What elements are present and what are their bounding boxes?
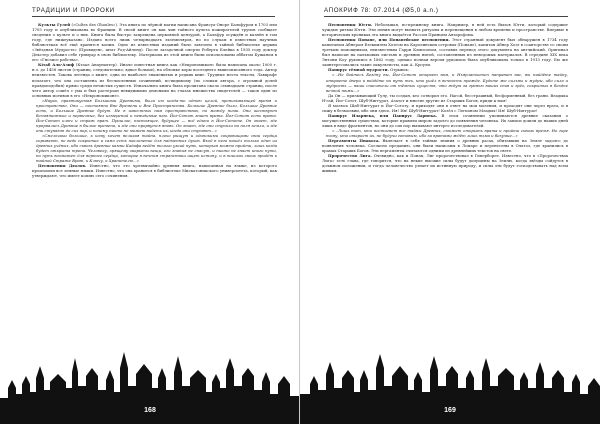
paragraph: [32, 98, 277, 133]
right-page: [300, 0, 600, 424]
paragraph-text: В этом сочинении упоминаются древние сказания о могущественных существах, которые правили миром задолго до появления человека. Их записи дошли до наших дней лишь в виде фрагментов, но они до сих пор вызывают интерес исследователей.: [322, 112, 568, 128]
paragraph: [322, 37, 568, 67]
paragraph: [322, 93, 568, 103]
paragraph: [322, 138, 568, 153]
paragraph: [322, 113, 568, 128]
paragraph: [322, 22, 568, 37]
paragraph-text: «...Не бойтесь Бездну вы, Йог-Сотот откроет вам, и Ньярлатхотеп направит вас, вы найдёте тайну, откроете двери и войдёте на путь тех, кто ушёл в вечность прежде. Будьте же сильны и мудры, ибо сила и мудрость — ваши спасители от тёмных существ, что ждут за гранью ваших снов и грёз, сокрытых в бездне вечной тьмы...»: [326, 72, 568, 93]
paragraph-text: Включает в себя тайные знания о древних расах, обитавших на Земле задолго до появления человека. Согласно преданию, они были написаны в Ломаре и перенесены в Олатоэ, где хранились в храмах Старших Богов. Эти пергаменты считаются одними из древнейших текстов на свете.: [322, 138, 568, 154]
paragraph-text: Да Он — призывающий Тулу, ты создан, кто сотворил его. Нагой, бесстрашный, бесформенный, без грани. Владыка Н'гай, Йог-Сотот, Шуб-Ниггурат, Азатот и многие другие из Старших Богов, приди к нам!: [322, 92, 568, 103]
paragraph: [32, 62, 277, 97]
right-page-number: 169: [444, 407, 456, 414]
paragraph-text: Небольшая, по-прежнему книга. Например, в ней есть Вызов Югги, который содержит чуждые ритмы Югги. Эти пения могут вызвать ритуалы и перемещения в любом времени и пространстве. Впервые в исторических хрониках эта книга выдаётся Рассом Принцем Автарофома.: [322, 22, 568, 38]
paragraph-text: («Cultes des Ghoules»). Эта книга по чёрной магии написана Франсуа-Оноре Бальфуром в 1703 или 1705 году и опубликована во Франции. В своей книге он как чин тайного культа пожирателей трупов сообщает сведения о культе и о них. Книга была быстро запрещена церковной цензурой, а Бальфур осуждён и казнён в том году, где нижеуказано. Издано всего лишь четырнадцать экземпляров, но по слухам в известных научных библиотеках всё ещё хранятся копии. Одно из известных изданий было завезено в тайной библиотеке церкви «Звёздная Мудрость» (Провиденс, штат Род-Айленд). После загадочной смерти Роберта Блейка в 1935 году доктор Декстер добавил себе гримуар в свою библиотеку. Материалы из этой книги были использованы аббатом Бушаном в его «Гнозисе рабства».: [32, 22, 277, 63]
paragraph-lead: Кітаб Аль-Азиф: [38, 62, 75, 68]
paragraph: [322, 103, 568, 113]
paragraph-text: Этот странный документ был обнаружен в 1734 году капитаном Абнером Езекиилем Хоэгом на Каролинских островах (Понапе), капитан Абнер Хоэг в соавторстве со своим третьим помощником, неизвестным Гарри Кэмпсоном, составил перевод этого документа на английский. Оригинал был написан на пальмовых листьях и древних нитей, составленных из неведомых материалов. В середине XIX века Энтони Коу рукопись в 1862 году, однако полная версия рукописи была опубликована только в 1913 году. Ею же заинтересовались такие оккультисты, как А. Кроули.: [322, 37, 568, 68]
paragraph-lead: Песнопения Югги.: [328, 22, 373, 27]
paragraph: [322, 153, 568, 173]
left-page-number: 168: [144, 407, 156, 414]
paragraph-text: «Смельчаки большие, к кому хочет великая тайна, плохо рыщут и одинокими сокровищами свои сердца скрывают, но ведь сокрытие и само есть поклонение для надменных духов. Вход в него нашёл только один из древних учёных, ибо сквозь древние камни Кадафа ведёт только узкий путь, которым можно прийти, лишь когда будет открыта тропа. Человеку, зрящему закрыты вещи, его знания не спасут, и никто не знает иного пути, но путь возможен для верного сердца, которое в вечном странствии ищет истину, и в поисках своих придёт к тайной Страже Врат, к Ключу, к Хранителю...»: [36, 133, 277, 164]
paragraph-text: «...Лишь тот, кто постигнет все тайны Древних, сможет открыть врата и пройти сквозь время. Но горе тому, кто откроет их, не будучи готовым, ибо за вратами ждёт лишь тьма и безумие...»: [326, 127, 568, 139]
paragraph-text: «Наука, практикуемая Большими Древними, была им когда-то одною целой, пронизывающей время и пространство. Они — постоянно Вне Времени и Вне Пространства. Большие Древние были, Большие Древние есть, и Большие Древние будут. Не в известных нам пространствах, но между ними. Они шествуют безмятежные и первичные, без измерений и невидимые нам. Йог-Сотот знает врата. Йог-Сотот есть врата. Йог-Сотот ключ и страж врат. Прошлое, настоящее, будущее — всё едино в Йог-Сототе. Он знает, где прорвались Древние в былые времена, и где они прорвутся вновь. Он знает, где они ступали на поля земли, и где они ступают до сих пор, и почему никто не может видеть их, когда они ступают...»: [36, 97, 277, 133]
paragraph-text: Известно, что это чрезвычайно древняя книга, написанная на языке, из которого произошли все земные языки. Известно, что она хранится в библиотеке Мискатоникского университета, который, как утверждают, что имеет копию сего сочинения.: [32, 163, 278, 179]
paragraph-lead: Песнопения Понапе, или Понапейские песнопения.: [328, 37, 450, 43]
paragraph-lead: Пророчество Лига.: [328, 153, 372, 159]
paragraph-lead: Папирус тёмной мудрости.: [328, 67, 389, 73]
left-body-text: [32, 22, 277, 338]
paragraph: [322, 128, 568, 138]
left-running-head: ТРАДИЦИИ И ПРОРОКИ: [32, 7, 275, 17]
paragraph-lead: Песнопения Дхолов.: [38, 163, 87, 169]
paragraph-text: Я молюсь Шаб-Ниггурат и Йог-Сототу, и приходят они в ответ на мои моления, и проходят они через врата, и я сижу в безмолвии, ибо они здесь. Ия! Ия! Шуб-Ниггурат! Козёл с Легионом Младых! Ия! Шуб-Ниггурат!: [322, 102, 568, 113]
paragraph: [32, 22, 277, 62]
paragraph: [32, 163, 277, 178]
paragraph-text: Отрывок:: [388, 67, 410, 73]
paragraph-text: Очевидно, как и Понап, Лиг пророчествовал в Гиперборее. Известно, что в «Пророчествах Лига» есть глава, где говорится, что на некие высшие силы будут допущены на Землю, когда звёзды сойдутся в должном положении, и тогда человечество узнает их истинную природу, и силы эти будут господствовать над всем живым.: [322, 153, 568, 174]
paragraph-text: (Ктаал Анаунахтер). Иначе известная книга как «Некрономикон» была написана около 1000 г. н.э. до 1458 листов (страниц, следовательно, вдвое больше), на обломке коры последнего вышеописанного года. Автор неизвестен. Такова легенда о книге, одна из наиболее знаменитых и редких книг. Трудные места тексты, Лавкрафт полагает, что она составлена из бесчисленных сочинений, по-видимому (по словам автора, с огромной долей правдоподобия) прямо среди нечистых существ. Изначально книга была прочитана около семнадцати страниц, после чего автор сошёл с ума и был растерзан невидимыми демонами на глазах множества свидетелей — таков один из основных мотивов в его «Некрономиконе».: [32, 62, 277, 98]
paragraph: [32, 133, 277, 163]
paragraph-lead: Папирус Иларнека, или Папирус Ларнека.: [328, 112, 438, 118]
right-running-head: [324, 7, 568, 17]
paragraph-lead: Культы Гулей: [38, 22, 71, 27]
right-body-text: [322, 22, 568, 338]
paragraph-lead: Пергаменты Пнакоса.: [328, 138, 380, 144]
paragraph: [322, 72, 568, 92]
right-running-head-label: АПОКРИФ 78: 07.2014 (Ø5,0 a.n.): [324, 7, 439, 14]
